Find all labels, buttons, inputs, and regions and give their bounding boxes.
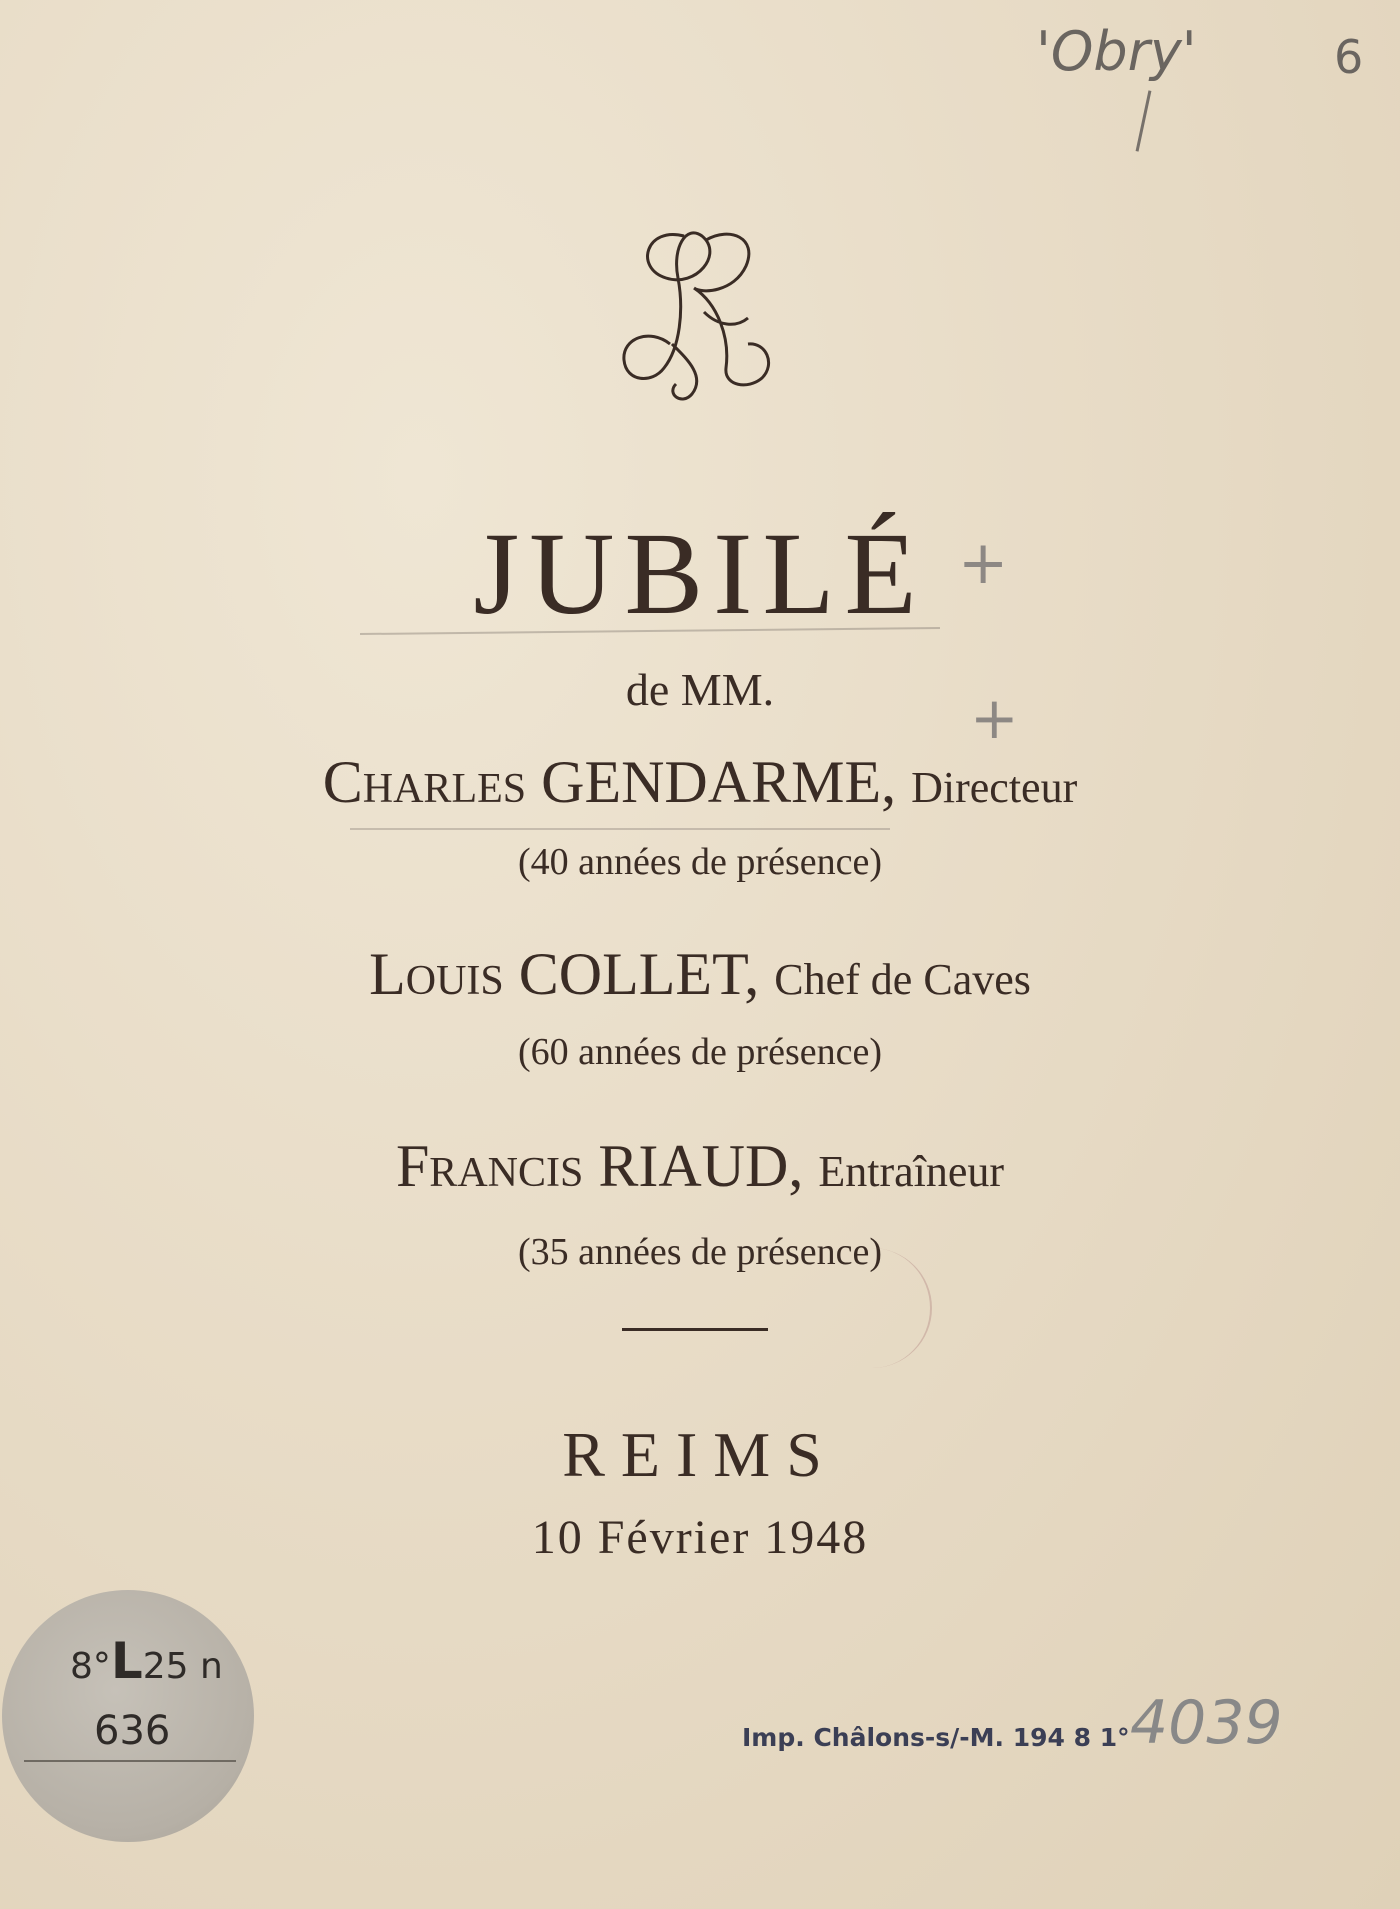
honoree-name-riaud — [0, 1132, 1400, 1201]
presence-years: (35 années de présence) — [518, 1231, 882, 1273]
handwritten-catalogue-number: 4039 — [1130, 1688, 1283, 1758]
handwritten-annotation: 'Obry' — [1036, 20, 1197, 83]
honoree-name-gendarme — [0, 748, 1400, 817]
page-title: JUBILÉ — [473, 508, 927, 639]
shelfmark-stamp — [2, 1590, 254, 1842]
shelfmark-line-1: 8°L25 n — [70, 1632, 223, 1690]
event-date: 10 Février 1948 — [531, 1511, 869, 1564]
pencil-underline — [350, 828, 890, 830]
shelfmark-line-2: 636 — [94, 1708, 171, 1754]
role: Entraîneur — [818, 1147, 1005, 1196]
last-name: RIAUD, — [598, 1133, 804, 1199]
page-number-annotation: 6 — [1334, 30, 1364, 84]
divider-rule — [622, 1328, 768, 1331]
last-name: GENDARME, — [541, 749, 897, 815]
last-name: COLLET, — [518, 941, 760, 1007]
honoree-name-collet — [0, 940, 1400, 1009]
cross-mark: + — [970, 684, 1019, 752]
intro-text: de MM. — [625, 664, 775, 715]
presence-years: (60 années de présence) — [518, 1031, 882, 1073]
presence-years: (40 années de présence) — [518, 841, 882, 883]
cross-mark: + — [958, 528, 1009, 598]
shelfmark-underline — [24, 1760, 236, 1762]
handwritten-stroke — [1136, 90, 1152, 151]
role: Chef de Caves — [774, 955, 1031, 1004]
lr-monogram-icon — [606, 218, 778, 402]
role: Directeur — [911, 763, 1078, 812]
first-name: Francis — [395, 1133, 584, 1199]
first-name: Charles — [322, 749, 527, 815]
first-name: Louis — [369, 941, 504, 1007]
printer-imprint: Imp. Châlons-s/-M. 194 8 1° — [742, 1723, 1130, 1752]
place: REIMS — [562, 1419, 838, 1490]
